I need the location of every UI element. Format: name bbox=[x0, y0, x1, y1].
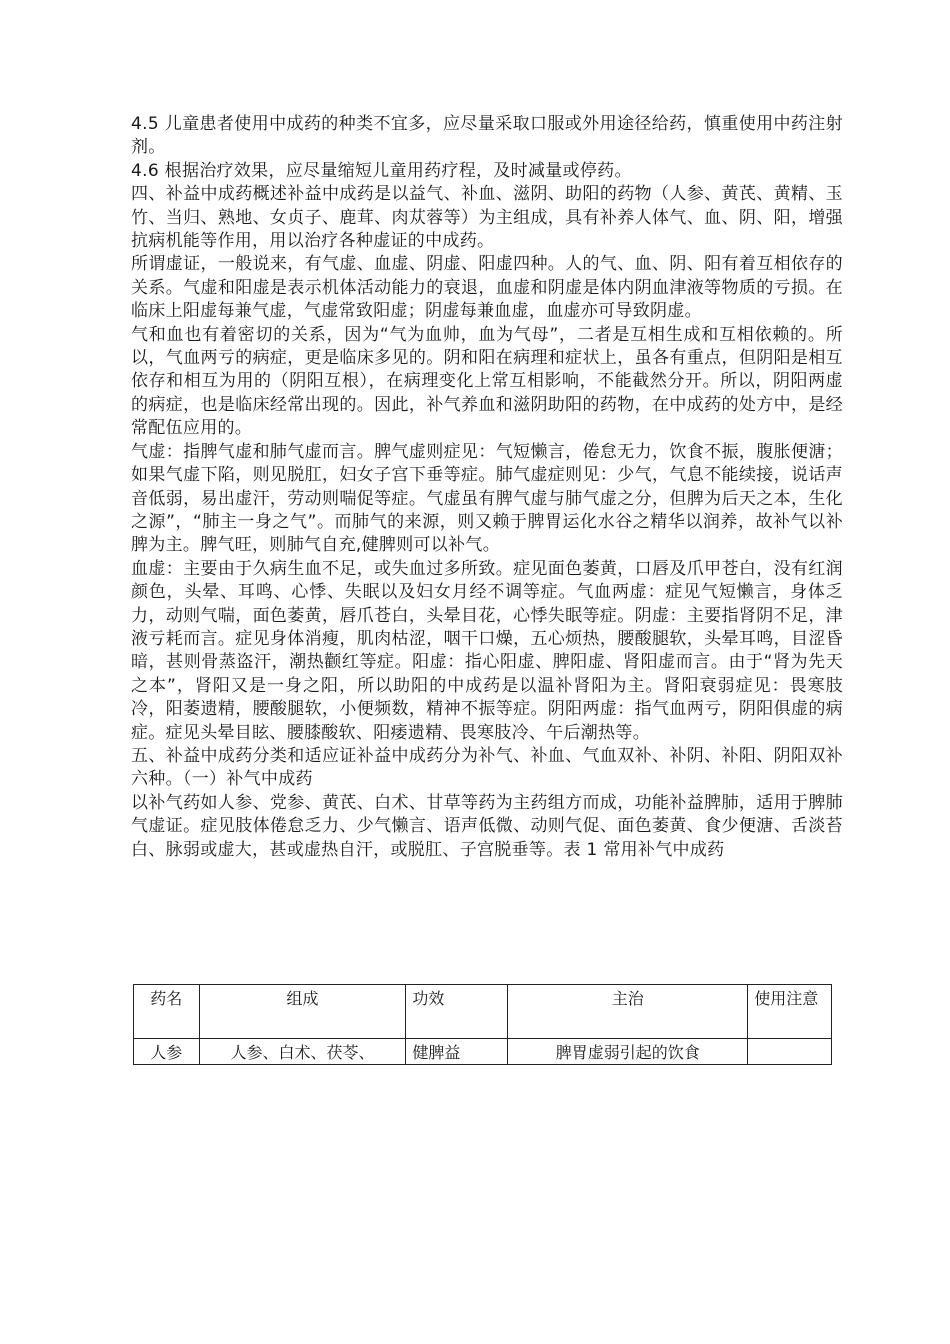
paragraph-qi-deficiency: 气虚：指脾气虚和肺气虚而言。脾气虚则症见：气短懒言，倦怠无力，饮食不振，腹胀便溏；如果气虚下陷，则见脱肛，妇女子宫下垂等症。肺气虚症则见：少气，气息不能续接，说话声音低弱，易出虚汗，劳动则喘促等症。气虚虽有脾气虚与肺气虚之分，但脾为后天之本，生化之源”，“肺主一身之气”。而肺气的来源，则又赖于脾胃运化水谷之精华以润养，故补气以补脾为主。脾气旺，则肺气自充,健脾则可以补气。 bbox=[131, 441, 843, 556]
header-indication: 主治 bbox=[508, 985, 748, 1039]
paragraph-4-5: 4.5 儿童患者使用中成药的种类不宜多，应尽量采取口服或外用途径给药，慎重使用中药注射剂。 bbox=[131, 114, 843, 158]
header-efficacy: 功效 bbox=[406, 985, 508, 1039]
header-drug-name: 药名 bbox=[134, 985, 200, 1039]
table-header-row bbox=[134, 985, 832, 1039]
paragraph-section-4: 四、补益中成药概述补益中成药是以益气、补血、滋阴、助阳的药物（人参、黄芪、黄精、玉竹、当归、熟地、女贞子、鹿茸、肉苁蓉等）为主组成，具有补养人体气、血、阴、阳，增强抗病机能等作用，用以治疗各种虚证的中成药。 bbox=[131, 184, 843, 252]
paragraph-deficiency-types: 所谓虚证，一般说来，有气虚、血虚、阴虚、阳虚四种。人的气、血、阴、阳有着互相依存的关系。气虚和阳虚是表示机体活动能力的衰退，血虚和阴虚是体内阴血津液等物质的亏损。在临床上阳虚每兼气虚，气虚常致阳虚；阴虚每兼血虚，血虚亦可导致阴虚。 bbox=[131, 254, 843, 322]
cell-precautions bbox=[748, 1039, 832, 1065]
paragraph-section-5: 五、补益中成药分类和适应证补益中成药分为补气、补血、气血双补、补阴、补阳、阴阳双补六种。（一）补气中成药 bbox=[131, 745, 843, 790]
cell-drug-name: 人参 bbox=[134, 1039, 200, 1065]
header-precautions: 使用注意 bbox=[748, 985, 832, 1039]
cell-composition: 人参、白术、茯苓、 bbox=[199, 1039, 406, 1065]
paragraph-4-6: 4.6 根据治疗效果，应尽量缩短儿童用药疗程，及时减量或停药。 bbox=[131, 160, 632, 181]
paragraph-qi-blood: 气和血也有着密切的关系，因为“气为血帅，血为气母”，二者是互相生成和互相依赖的。所以，气血两亏的病症，更是临床多见的。阴和阳在病理和症状上，虽各有重点，但阴阳是相互依存和相互为用的（阴阳互根），在病理变化上常互相影响，不能截然分开。所以，阴阳两虚的病症，也是临床经常出现的。因此，补气养血和滋阴助阳的药物，在中成药的处方中，是经常配伍应用的。 bbox=[131, 324, 843, 439]
header-composition: 组成 bbox=[199, 985, 406, 1039]
paragraph-blood-deficiency: 血虚：主要由于久病生血不足，或失血过多所致。症见面色萎黄，口唇及爪甲苍白，没有红润颜色，头晕、耳鸣、心悸、失眠以及妇女月经不调等症。气血两虚：症见气短懒言，身体乏力，动则气喘，面色萎黄，唇爪苍白，头晕目花，心悸失眠等症。阴虚：主要指肾阴不足，津液亏耗而言。症见身体消瘦，肌肉枯涩，咽干口燥，五心烦热，腰酸腿软，头晕耳鸣，目涩昏暗，甚则骨蒸盗汗，潮热颧红等症。阳虚：指心阳虚、脾阳虚、肾阳虚而言。由于“肾为先天之本”，肾阳又是一身之阳，所以助阳的中成药是以温补肾阳为主。肾阳衰弱症见：畏寒肢冷，阳萎遗精，腰酸腿软，小便频数，精神不振等症。阴阳两虚：指气血两亏，阴阳俱虚的病症。症见头晕目眩、腰膝酸软、阳痿遗精、畏寒肢冷、午后潮热等。 bbox=[131, 558, 843, 743]
cell-efficacy: 健脾益 bbox=[406, 1039, 508, 1065]
paragraph-qi-tonic: 以补气药如人参、党参、黄芪、白术、甘草等药为主药组方而成，功能补益脾肺，适用于脾肺气虚证。症见肢体倦怠乏力、少气懒言、语声低微、动则气促、面色萎黄、食少便溏、舌淡苔白、脉弱或虚大，甚或虚热自汗，或脱肛、子宫脱垂等。表 1 常用补气中成药 bbox=[131, 792, 843, 860]
drug-table bbox=[133, 984, 832, 1065]
cell-indication: 脾胃虚弱引起的饮食 bbox=[508, 1039, 748, 1065]
table-row bbox=[134, 1039, 832, 1065]
document-body bbox=[131, 113, 843, 862]
